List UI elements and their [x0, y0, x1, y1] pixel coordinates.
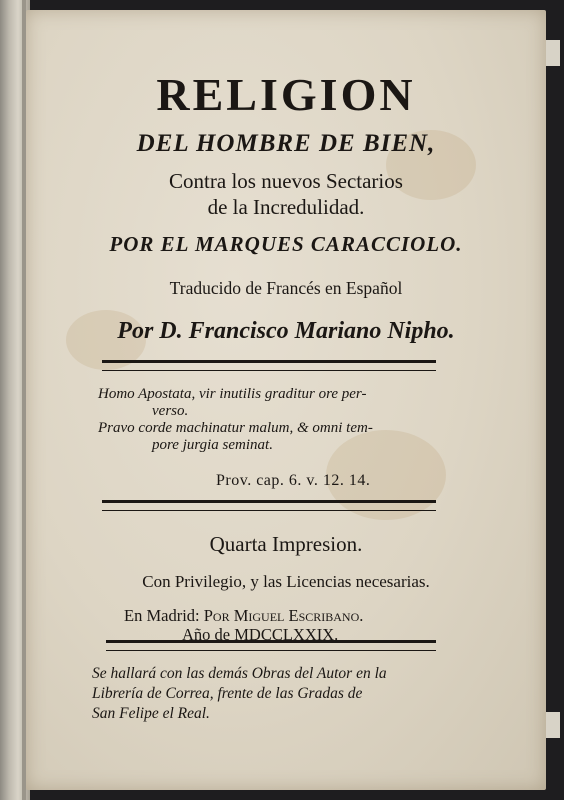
title-page: [26, 10, 546, 790]
imprint-place: En Madrid:: [124, 606, 200, 625]
translation-note: Traducido de Francés en Español: [169, 278, 403, 298]
author-line: POR EL MARQUES CARACCIOLO.: [109, 232, 463, 256]
book-subtitle: DEL HOMBRE DE BIEN,: [136, 130, 436, 157]
ornamental-rule: [106, 640, 436, 651]
book-title: RELIGION: [156, 69, 416, 120]
against-line-1: Contra los nuevos Sectarios: [169, 169, 403, 193]
subtitle-against: [26, 168, 546, 220]
epigraph-line: Homo Apostata, vir inutilis graditur ore per-: [98, 386, 367, 402]
imprint: [124, 606, 363, 644]
sale-line: Librería de Correa, frente de las Gradas de: [92, 685, 363, 702]
epigraph-reference: Prov. cap. 6. v. 12. 14.: [216, 472, 371, 489]
privilege-line: Con Privilegio, y las Licencias necesarias.: [142, 572, 430, 591]
page-edge-tab: [546, 712, 560, 738]
sale-line: San Felipe el Real.: [92, 705, 210, 722]
sale-note: [92, 664, 492, 724]
imprint-line: [124, 606, 363, 625]
against-line-2: de la Incredulidad.: [207, 195, 365, 219]
imprint-printer: Por Miguel Escribano.: [203, 606, 364, 625]
ornamental-rule: [102, 360, 436, 371]
epigraph-line: verso.: [152, 403, 189, 419]
page-edge-tab: [546, 40, 560, 66]
epigraph-line: pore jurgia seminat.: [152, 437, 273, 453]
edition-line: Quarta Impresion.: [209, 532, 363, 556]
epigraph-line: Pravo corde machinatur malum, & omni tem-: [98, 420, 373, 436]
ornamental-rule: [102, 500, 436, 511]
sale-line: Se hallará con las demás Obras del Autor en la: [92, 665, 387, 682]
imprint-year: Año de MDCCLXXIX.: [182, 625, 339, 644]
epigraph: [98, 386, 458, 454]
translator-line: Por D. Francisco Mariano Nipho.: [117, 318, 455, 344]
